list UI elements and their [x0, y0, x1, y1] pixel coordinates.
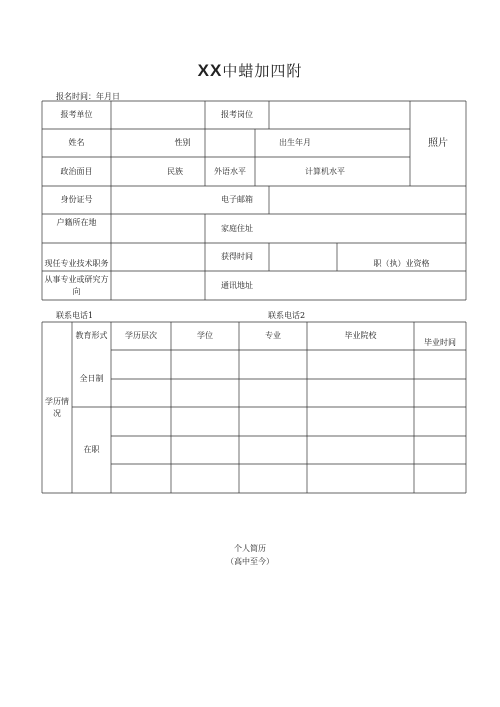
- photo-box[interactable]: 照片: [428, 137, 448, 149]
- label-research-direction: 从事专业或研究方向: [44, 274, 109, 296]
- label-education-section: 学历情况: [45, 396, 69, 418]
- input-id-number[interactable]: [111, 186, 205, 214]
- label-id-number: 身份证号: [60, 195, 93, 204]
- input-home-address[interactable]: [269, 214, 466, 243]
- input-mailing-address[interactable]: [269, 271, 466, 300]
- header-level: 学历层次: [125, 331, 157, 340]
- registration-time: 报名时间：年月日: [56, 92, 120, 101]
- label-current-title: 现任专业技术职务: [44, 259, 109, 268]
- label-obtained-time: 获得时间: [221, 252, 253, 261]
- label-phone1: 联系电话1: [56, 311, 94, 320]
- label-household: 户籍所在地: [56, 218, 97, 227]
- header-degree: 学位: [197, 331, 213, 340]
- label-fulltime: 全日制: [79, 373, 104, 383]
- label-foreign-language: 外语水平: [214, 166, 246, 176]
- label-position: 报考岗位: [221, 110, 253, 119]
- label-inservice: 在职: [83, 445, 100, 454]
- label-email: 电子邮箱: [221, 195, 253, 204]
- resume-title: 个人简历: [234, 544, 266, 553]
- label-unit: 报考单位: [60, 110, 93, 119]
- label-birth: 出生年月: [279, 138, 311, 147]
- label-mailing-address: 通讯地址: [221, 280, 253, 290]
- input-email[interactable]: [269, 186, 466, 214]
- resume-subtitle: （高中至今）: [226, 557, 274, 566]
- input-position[interactable]: [269, 101, 410, 129]
- label-phone2: 联系电话2: [268, 311, 306, 320]
- header-school: 毕业院校: [344, 331, 377, 340]
- label-computer: 计算机水平: [305, 166, 345, 176]
- label-name: 姓名: [68, 138, 85, 147]
- header-education-form: 教育形式: [75, 331, 108, 340]
- title-prefix: XX: [197, 61, 223, 80]
- input-unit[interactable]: [111, 101, 205, 129]
- label-gender: 性别: [174, 138, 191, 147]
- label-home-address: 家庭住址: [221, 223, 253, 233]
- label-qualification: 职（执）业资格: [373, 259, 430, 268]
- label-politics: 政治面目: [60, 166, 93, 176]
- label-ethnicity: 民族: [167, 166, 183, 176]
- title-rest: 中蜡加四附: [222, 62, 303, 80]
- header-major: 专业: [265, 331, 281, 340]
- header-grad-time: 毕业时间: [424, 338, 456, 347]
